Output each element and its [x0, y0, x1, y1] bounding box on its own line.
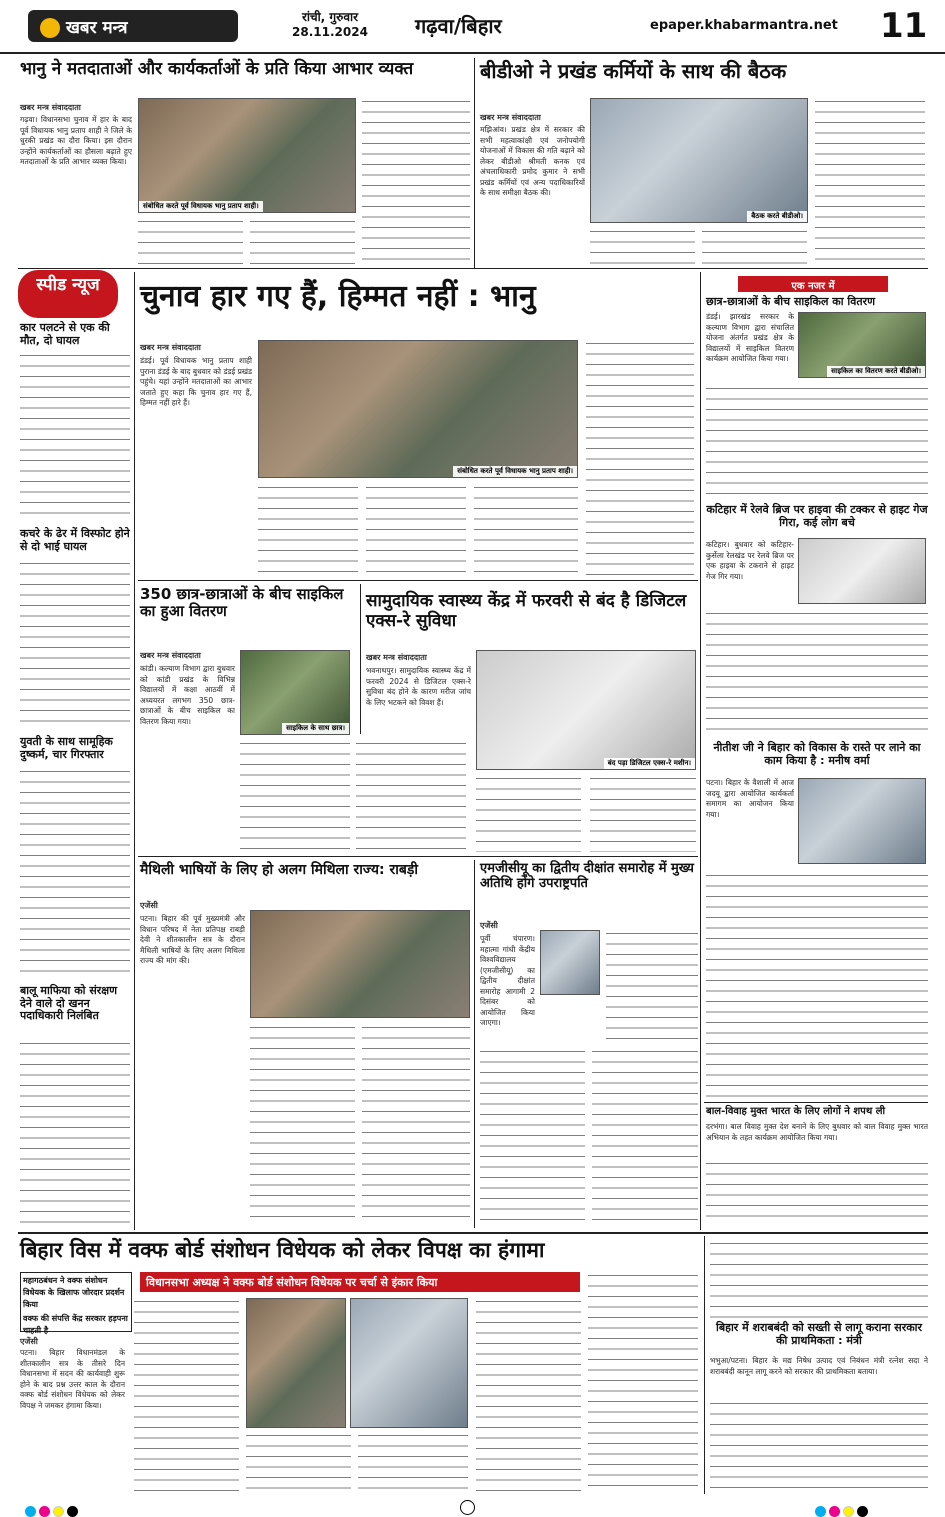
- bullet-item: महागठबंधन ने वक्फ संशोधन विधेयक के खिलाफ जोरदार प्रदर्शन किया: [23, 1276, 125, 1309]
- epaper-url[interactable]: epaper.khabarmantra.net: [650, 18, 838, 33]
- photo-caption: बंद पड़ा डिजिटल एक्स-रे मशीन।: [604, 758, 695, 769]
- text-column: [710, 1240, 928, 1318]
- headline-nitish-manish[interactable]: नीतीश जी ने बिहार को विकास के रास्ते पर लाने का काम किया है : मनीष वर्मा: [713, 741, 921, 767]
- text-column: [20, 352, 130, 522]
- photo-xray: [476, 650, 696, 770]
- text-column: [366, 484, 466, 576]
- byline: एजेंसी: [20, 1337, 38, 1346]
- text-column: [606, 930, 698, 1045]
- bullet-item: वक्फ की संपत्ति केंद्र सरकार हड़पना चाहती है: [23, 1314, 128, 1335]
- text-column: [706, 1160, 928, 1220]
- ek-nazar-badge: एक नजर में: [738, 276, 888, 292]
- text-column: [240, 740, 350, 852]
- yellow-dot: [843, 1506, 854, 1517]
- date: 28.11.2024: [292, 25, 368, 39]
- headline-car-palatne[interactable]: कार पलटने से एक की मौत, दो घायल: [20, 321, 110, 347]
- text-column: [706, 385, 928, 500]
- text-column: [592, 1048, 698, 1226]
- speed-news-badge: स्पीड न्यूज: [18, 270, 118, 318]
- city-day: रांची, गुरुवार: [301, 10, 359, 24]
- byline: खबर मन्त्र संवाददाता: [20, 103, 81, 112]
- divider: [134, 272, 135, 1230]
- magenta-dot: [39, 1506, 50, 1517]
- photo-caption: साइकिल का वितरण करते बीडीओ।: [827, 366, 925, 377]
- section-title: गढ़वा/बिहार: [415, 14, 502, 38]
- logo[interactable]: [28, 10, 238, 42]
- article-lead: भवनाथपुर। सामुदायिक स्वास्थ्य केंद्र में फरवरी 2024 से डिजिटल एक्स-रे सुविधा बंद होने के कारण मरीज जांच के लिए भटकने को विवश हैं।: [366, 666, 471, 707]
- page-number: 11: [880, 6, 928, 46]
- byline: खबर मन्त्र संवाददाता: [140, 343, 201, 352]
- divider: [474, 860, 475, 1228]
- headline-yuvati-dushkarm[interactable]: युवती के साथ सामूहिक दुष्कर्म, चार गिरफ्तार: [20, 735, 113, 761]
- text-column: [710, 1400, 928, 1492]
- article-lead: डंडई। पूर्व विधायक भानु प्रताप शाही पुराना डंडई के बाद बुधवार को डंडई प्रखंड पहुंचे। यहां उन्होंने मतदाताओं का आभार जताते हुए कहा कि चुनाव हार गए हैं, हिम्मत नहीं हारे हैं।: [140, 356, 252, 407]
- headline-baalu-mafia[interactable]: बालू माफिया को संरक्षण देने वाले दो खनन पदाधिकारी निलंबित: [20, 984, 118, 1023]
- text-column: [20, 1040, 130, 1225]
- text-column: [476, 1298, 581, 1493]
- text-column: [20, 560, 130, 730]
- article-lead: पटना। बिहार विधानमंडल के शीतकालीन सत्र के तीसरे दिन विधानसभा में सदन की कार्यवाही शुरू होने के बाद प्रश्न उत्तर काल के दौरान वक्फ बोर्ड संशोधन विधेयक को लेकर विपक्ष ने जमकर हंगामा किया।: [20, 1348, 125, 1410]
- logo-icon: [40, 18, 60, 38]
- text-column: [588, 1272, 698, 1492]
- byline: खबर मन्त्र संवाददाता: [480, 113, 541, 122]
- photo-waqf-1: [246, 1298, 346, 1428]
- print-marks: [0, 1500, 945, 1517]
- headline-waqf[interactable]: बिहार विस में वक्फ बोर्ड संशोधन विधेयक को लेकर विपक्ष का हंगामा: [20, 1238, 545, 1262]
- headline-xray[interactable]: सामुदायिक स्वास्थ्य केंद्र में फरवरी से बंद है डिजिटल एक्स-रे सुविधा: [366, 591, 687, 631]
- text-column: [138, 218, 243, 266]
- subhead-waqf: विधानसभा अध्यक्ष ने वक्फ बोर्ड संशोधन विधेयक पर चर्चा से इंकार किया: [140, 1272, 580, 1292]
- text-column: [362, 1024, 470, 1224]
- divider: [18, 1232, 928, 1234]
- divider: [474, 58, 475, 268]
- byline: खबर मन्त्र संवाददाता: [140, 651, 201, 660]
- text-column: [702, 228, 807, 266]
- text-column: [815, 98, 925, 266]
- divider: [138, 580, 698, 581]
- divider: [18, 268, 928, 269]
- headline-chunav-haar[interactable]: चुनाव हार गए हैं, हिम्मत नहीं : भानु: [140, 279, 536, 314]
- headline-kachra-visphot[interactable]: कचरे के ढेर में विस्फोट होने से दो भाई घायल: [20, 527, 130, 553]
- text-column: [20, 768, 130, 978]
- text-column: [362, 98, 470, 266]
- headline-katihar[interactable]: कटिहार में रेलवे ब्रिज पर हाइवा की टक्कर से हाइट गेज गिरा, कई लोग बचे: [706, 503, 928, 529]
- photo-chunav-haar: [258, 340, 578, 478]
- text-column: [590, 775, 696, 852]
- article-lead: डंडई। झारखंड सरकार के कल्याण विभाग द्वारा संचालित योजना अंतर्गत प्रखंड क्षेत्र के विद्यालयों में साइकिल वितरण कार्यक्रम आयोजित किया गया।: [706, 312, 794, 363]
- waqf-bullets: [20, 1272, 132, 1335]
- black-dot: [857, 1506, 868, 1517]
- cyan-dot: [25, 1506, 36, 1517]
- photo-caption: संबोधित करते पूर्व विधायक भानु प्रताप शाही।: [453, 466, 577, 477]
- text-column: [476, 775, 581, 852]
- headline-cycle-350[interactable]: 350 छात्र-छात्राओं के बीच साइकिल का हुआ वितरण: [140, 585, 344, 621]
- headline-baal-vivah[interactable]: बाल-विवाह मुक्त भारत के लिए लोगों ने शपथ ली: [706, 1106, 886, 1117]
- text-column: [250, 218, 355, 266]
- photo-mgcu: [540, 930, 600, 995]
- text-column: [706, 610, 928, 738]
- logo-text: खबर मन्त्र: [66, 18, 128, 38]
- article-lead: कटिहार। बुधवार को कटिहार-कुर्सेला रेलखंड पर रेलवे ब्रिज पर एक हाइवा के टकराने से हाइट गेज गिर गया।: [706, 540, 794, 581]
- photo-katihar: [798, 538, 926, 604]
- text-column: [250, 1024, 355, 1224]
- article-lead: भभुआ/पटना। बिहार के मद्य निषेध उत्पाद एवं निबंधन मंत्री रत्नेश सदा ने शराबबंदी कानून लागू करने को सरकार की प्राथमिकता बताया।: [710, 1356, 928, 1376]
- dateline: [270, 10, 390, 40]
- cyan-dot: [815, 1506, 826, 1517]
- article-lead: पटना। बिहार के वैशाली में आज जदयू द्वारा आयोजित कार्यकर्ता समागम का आयोजन किया गया।: [706, 778, 794, 819]
- headline-bdo-baithak[interactable]: बीडीओ ने प्रखंड कर्मियों के साथ की बैठक: [480, 59, 787, 83]
- headline-mithila[interactable]: मैथिली भाषियों के लिए हो अलग मिथिला राज्य: राबड़ी: [140, 862, 418, 878]
- divider: [704, 1236, 705, 1494]
- photo-bdo-baithak: [590, 98, 808, 223]
- article-lead: पूर्वी चंपारण। महात्मा गांधी केंद्रीय विश्वविद्यालय (एमजीसीयू) का द्वितीय दीक्षांत समारोह आगामी 2 दिसंबर को आयोजित किया जाएगा।: [480, 934, 535, 1027]
- text-column: [480, 1048, 585, 1226]
- photo-cycle-dandai: [798, 312, 926, 378]
- photo-caption: संबोधित करते पूर्व विधायक भानु प्रताप शाही।: [139, 201, 263, 212]
- cmyk-marks-left: [25, 1502, 81, 1517]
- headline-mgcu[interactable]: एमजीसीयू का द्वितीय दीक्षांत समारोह में मुख्य अतिथि होंगे उपराष्ट्रपति: [480, 861, 694, 891]
- photo-bhanu-aabhar: [138, 98, 356, 213]
- divider: [704, 1102, 928, 1103]
- text-column: [134, 1298, 239, 1493]
- photo-caption: बैठक करते बीडीओ।: [747, 211, 807, 222]
- headline-bhanu-aabhar[interactable]: भानु ने मतदाताओं और कार्यकर्ताओं के प्रति किया आभार व्यक्त: [20, 59, 414, 79]
- text-column: [474, 484, 578, 576]
- article-lead: कांडी। कल्याण विभाग द्वारा बुधवार को कांडी प्रखंड के विभिन्न विद्यालयों में कक्षा आठवीं में अध्ययरत लगभग 350 छात्र-छात्राओं के बीच साइकिल का वितरण किया गया।: [140, 664, 235, 726]
- divider: [138, 856, 698, 857]
- article-lead: मझिआंव। प्रखंड क्षेत्र में सरकार की सभी महत्वाकांक्षी एवं जनोपयोगी योजनाओं में विकास की गति बढ़ाने को लेकर बीडीओ श्रीमती कनक एवं अंचलाधिकारी प्रमोद कुमार ने सभी प्रखंड कर्मियों एवं अन्य पदाधिकारियों के साथ समीक्षा बैठक की।: [480, 125, 585, 197]
- divider: [360, 584, 361, 734]
- text-column: [358, 1432, 468, 1492]
- headline-sharabbandi[interactable]: बिहार में शराबबंदी को सख्ती से लागू कराना सरकार की प्राथमिकता : मंत्री: [715, 1321, 923, 1347]
- byline: खबर मन्त्र संवाददाता: [366, 653, 427, 662]
- cmyk-marks-right: [815, 1502, 871, 1517]
- text-column: [246, 1432, 351, 1492]
- text-column: [258, 484, 358, 576]
- registration-mark-icon: [460, 1500, 475, 1515]
- text-column: [706, 872, 928, 1097]
- photo-cycle-350: [240, 650, 350, 735]
- yellow-dot: [53, 1506, 64, 1517]
- byline: एजेंसी: [480, 921, 498, 930]
- divider: [700, 272, 701, 1230]
- headline-cycle-vitran-dandai[interactable]: छात्र-छात्राओं के बीच साइकिल का वितरण: [706, 295, 876, 308]
- article-lead: दरभंगा। बाल विवाह मुक्त देश बनाने के लिए बुधवार को बाल विवाह मुक्त भारत अभियान के तहत कार्यक्रम आयोजित किया गया।: [706, 1122, 928, 1142]
- article-lead: पटना। बिहार की पूर्व मुख्यमंत्री और विधान परिषद में नेता प्रतिपक्ष राबड़ी देवी ने शीतकालीन सत्र के दौरान मैथिली भाषियों के लिए अलग मिथिला राज्य की मांग की।: [140, 914, 245, 965]
- photo-nitish-manish: [798, 778, 926, 864]
- magenta-dot: [829, 1506, 840, 1517]
- masthead: [0, 0, 945, 54]
- text-column: [586, 340, 694, 576]
- article-lead: गढ़वा। विधानसभा चुनाव में हार के बाद पूर्व विधायक भानु प्रताप शाही ने जिले के धुरकी प्रखंड का दौरा किया। इस दौरान उन्होंने कार्यकर्ताओं का हौसला बढ़ाते हुए मतदाताओं के प्रति आभार व्यक्त किया।: [20, 115, 132, 166]
- byline: एजेंसी: [140, 901, 158, 910]
- photo-caption: साइकिल के साथ छात्र।: [282, 723, 349, 734]
- black-dot: [67, 1506, 78, 1517]
- photo-mithila: [250, 910, 470, 1018]
- text-column: [590, 228, 695, 266]
- photo-waqf-2: [350, 1298, 468, 1428]
